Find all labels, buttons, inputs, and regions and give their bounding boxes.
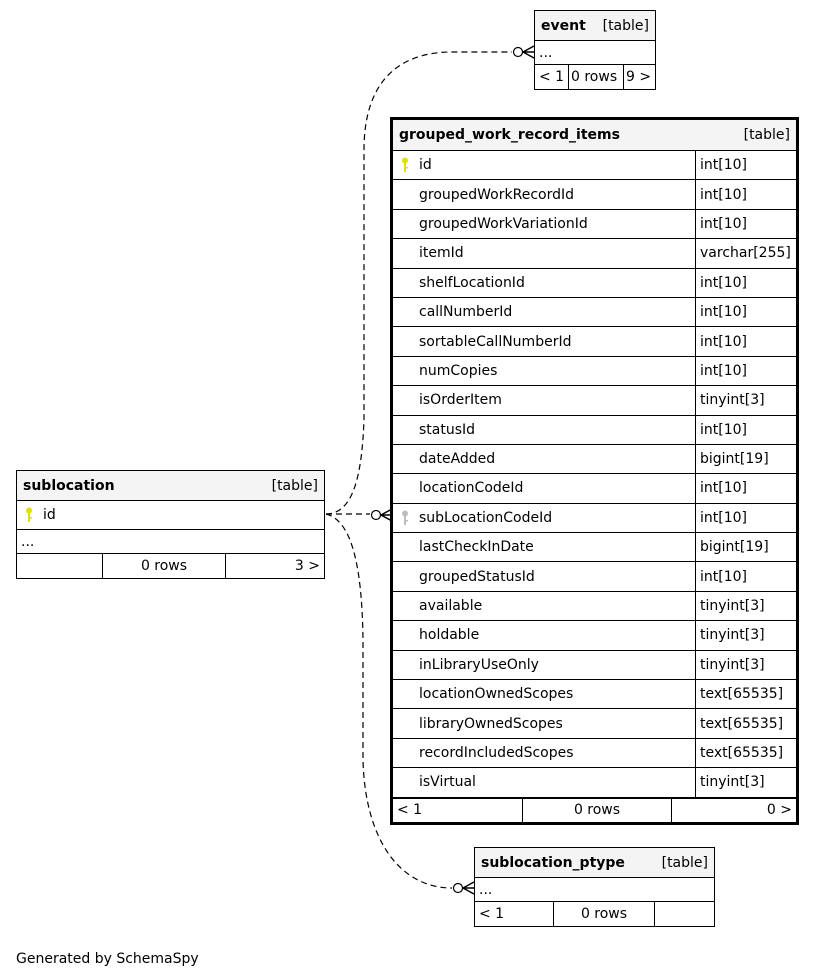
generated-by-note: Generated by SchemaSpy xyxy=(16,951,199,967)
column-name xyxy=(393,562,695,590)
column-name xyxy=(393,680,695,708)
column-name-text: lastCheckInDate xyxy=(419,539,534,556)
column-name-text: shelfLocationId xyxy=(419,274,525,291)
zero-marker-event xyxy=(514,48,523,57)
footer-children[interactable]: 9 > xyxy=(623,65,655,89)
column-name-text: holdable xyxy=(419,627,480,644)
column-type: bigint[19] xyxy=(695,533,796,561)
column-row[interactable] xyxy=(393,709,796,738)
table-footer xyxy=(17,554,324,578)
column-name xyxy=(393,651,695,679)
column-row[interactable] xyxy=(393,533,796,562)
column-name xyxy=(393,386,695,414)
column-name-text: groupedWorkRecordId xyxy=(419,186,574,203)
column-name-text: locationCodeId xyxy=(419,480,524,497)
footer-rows: 0 rows xyxy=(102,554,225,578)
footer-rows: 0 rows xyxy=(568,65,623,89)
column-type: int[10] xyxy=(695,357,796,385)
column-type: tinyint[3] xyxy=(695,651,796,679)
ellipsis: ... xyxy=(479,881,493,898)
ellipsis: ... xyxy=(539,44,553,61)
column-type: int[10] xyxy=(695,474,796,502)
footer-children[interactable]: 0 > xyxy=(671,799,796,822)
table-name: sublocation xyxy=(23,477,115,494)
column-name xyxy=(393,239,695,267)
column-name xyxy=(393,768,695,796)
column-name xyxy=(393,416,695,444)
column-name-text: recordIncludedScopes xyxy=(419,745,574,761)
column-row[interactable] xyxy=(393,416,796,445)
footer-rows: 0 rows xyxy=(522,799,671,822)
footer-children[interactable] xyxy=(654,902,714,926)
column-row[interactable] xyxy=(393,298,796,327)
column-type: varchar[255] xyxy=(695,239,796,267)
column-type: tinyint[3] xyxy=(695,592,796,620)
column-type: int[10] xyxy=(695,210,796,238)
column-row[interactable] xyxy=(393,768,796,797)
column-type: int[10] xyxy=(695,504,796,532)
column-type: int[10] xyxy=(695,327,796,355)
column-row[interactable] xyxy=(393,680,796,709)
column-name xyxy=(393,533,695,561)
ellipsis-row xyxy=(535,41,655,65)
column-name-text: available xyxy=(419,598,483,615)
column-type: int[10] xyxy=(695,269,796,297)
table-header xyxy=(17,471,324,501)
column-row[interactable] xyxy=(393,386,796,415)
column-row[interactable] xyxy=(393,180,796,209)
column-row[interactable] xyxy=(393,445,796,474)
table-header xyxy=(475,848,714,878)
column-row[interactable] xyxy=(393,562,796,591)
column-name xyxy=(393,298,695,326)
column-name xyxy=(393,210,695,238)
column-type: int[10] xyxy=(695,416,796,444)
column-type: tinyint[3] xyxy=(695,386,796,414)
column-row[interactable] xyxy=(393,357,796,386)
column-type: int[10] xyxy=(695,151,796,179)
foreign-key-icon xyxy=(401,510,409,526)
column-name xyxy=(393,504,695,532)
column-row[interactable] xyxy=(393,151,796,180)
column-row[interactable] xyxy=(393,474,796,503)
column-type: int[10] xyxy=(695,298,796,326)
ellipsis: ... xyxy=(21,533,35,550)
footer-parents[interactable]: < 1 xyxy=(397,802,423,819)
table-name: event xyxy=(541,17,586,34)
column-name xyxy=(393,445,695,473)
table-sublocation[interactable] xyxy=(16,470,325,579)
column-name xyxy=(393,180,695,208)
table-kind: [table] xyxy=(661,854,708,871)
column-row[interactable] xyxy=(393,651,796,680)
table-header xyxy=(535,11,655,41)
table-kind: [table] xyxy=(271,477,318,494)
column-row[interactable] xyxy=(393,621,796,650)
column-name-text: sortableCallNumberId xyxy=(419,333,572,350)
column-name xyxy=(393,739,695,767)
primary-key-icon xyxy=(25,507,33,523)
column-type: tinyint[3] xyxy=(695,621,796,649)
column-name-text: subLocationCodeId xyxy=(419,509,553,526)
column-type: bigint[19] xyxy=(695,445,796,473)
table-sublocation-ptype[interactable] xyxy=(474,847,715,927)
column-row[interactable] xyxy=(393,210,796,239)
column-name xyxy=(17,501,324,529)
primary-key-icon xyxy=(401,157,409,173)
column-name xyxy=(393,357,695,385)
column-name-text: libraryOwnedScopes xyxy=(419,715,563,732)
column-name xyxy=(393,269,695,297)
column-row[interactable] xyxy=(393,504,796,533)
column-name xyxy=(393,327,695,355)
column-type: text[65535] xyxy=(695,680,796,708)
table-kind: [table] xyxy=(602,17,649,34)
column-name xyxy=(393,474,695,502)
table-event[interactable] xyxy=(534,10,656,90)
ellipsis-row xyxy=(17,530,324,554)
column-name-text: itemId xyxy=(419,245,464,262)
table-grouped-work-record-items[interactable] xyxy=(390,117,799,825)
footer-rows: 0 rows xyxy=(553,902,654,926)
table-name: grouped_work_record_items xyxy=(399,127,620,143)
table-name: sublocation_ptype xyxy=(481,854,625,871)
column-type: int[10] xyxy=(695,180,796,208)
column-name-text: numCopies xyxy=(419,362,498,379)
zero-marker-ptype xyxy=(454,884,463,893)
column-name xyxy=(393,151,695,179)
table-footer xyxy=(535,65,655,89)
column-type: int[10] xyxy=(695,562,796,590)
column-name-text: groupedStatusId xyxy=(419,568,535,585)
ellipsis-row xyxy=(475,878,714,902)
column-name-text: statusId xyxy=(419,421,476,438)
column-row[interactable] xyxy=(393,592,796,621)
column-type: text[65535] xyxy=(695,739,796,767)
column-name-text: locationOwnedScopes xyxy=(419,686,574,703)
table-kind: [table] xyxy=(743,127,790,143)
column-row[interactable] xyxy=(393,239,796,268)
column-name-text: isVirtual xyxy=(419,774,476,791)
column-name-text: groupedWorkVariationId xyxy=(419,215,588,232)
column-name-text: id xyxy=(419,157,432,174)
column-name-text: isOrderItem xyxy=(419,392,502,409)
column-type: text[65535] xyxy=(695,709,796,737)
column-name-text: dateAdded xyxy=(419,451,496,468)
footer-parents[interactable] xyxy=(17,554,102,578)
column-row[interactable] xyxy=(17,501,324,530)
column-name xyxy=(393,621,695,649)
table-footer xyxy=(393,798,796,822)
column-name-text: id xyxy=(43,507,56,523)
table-header xyxy=(393,120,796,151)
crowfoot-ptype xyxy=(463,882,474,894)
footer-children[interactable]: 3 > xyxy=(225,554,324,578)
table-footer xyxy=(475,902,714,926)
column-name xyxy=(393,592,695,620)
footer-parents[interactable]: < 1 xyxy=(479,906,505,922)
crowfoot-event xyxy=(523,46,534,58)
column-row[interactable] xyxy=(393,269,796,298)
column-type: tinyint[3] xyxy=(695,768,796,796)
zero-marker-gwri xyxy=(372,511,381,520)
footer-parents[interactable]: < 1 xyxy=(539,69,565,85)
column-name xyxy=(393,709,695,737)
column-name-text: inLibraryUseOnly xyxy=(419,656,539,673)
column-name-text: callNumberId xyxy=(419,304,513,321)
column-row[interactable] xyxy=(393,327,796,356)
column-row[interactable] xyxy=(393,739,796,768)
